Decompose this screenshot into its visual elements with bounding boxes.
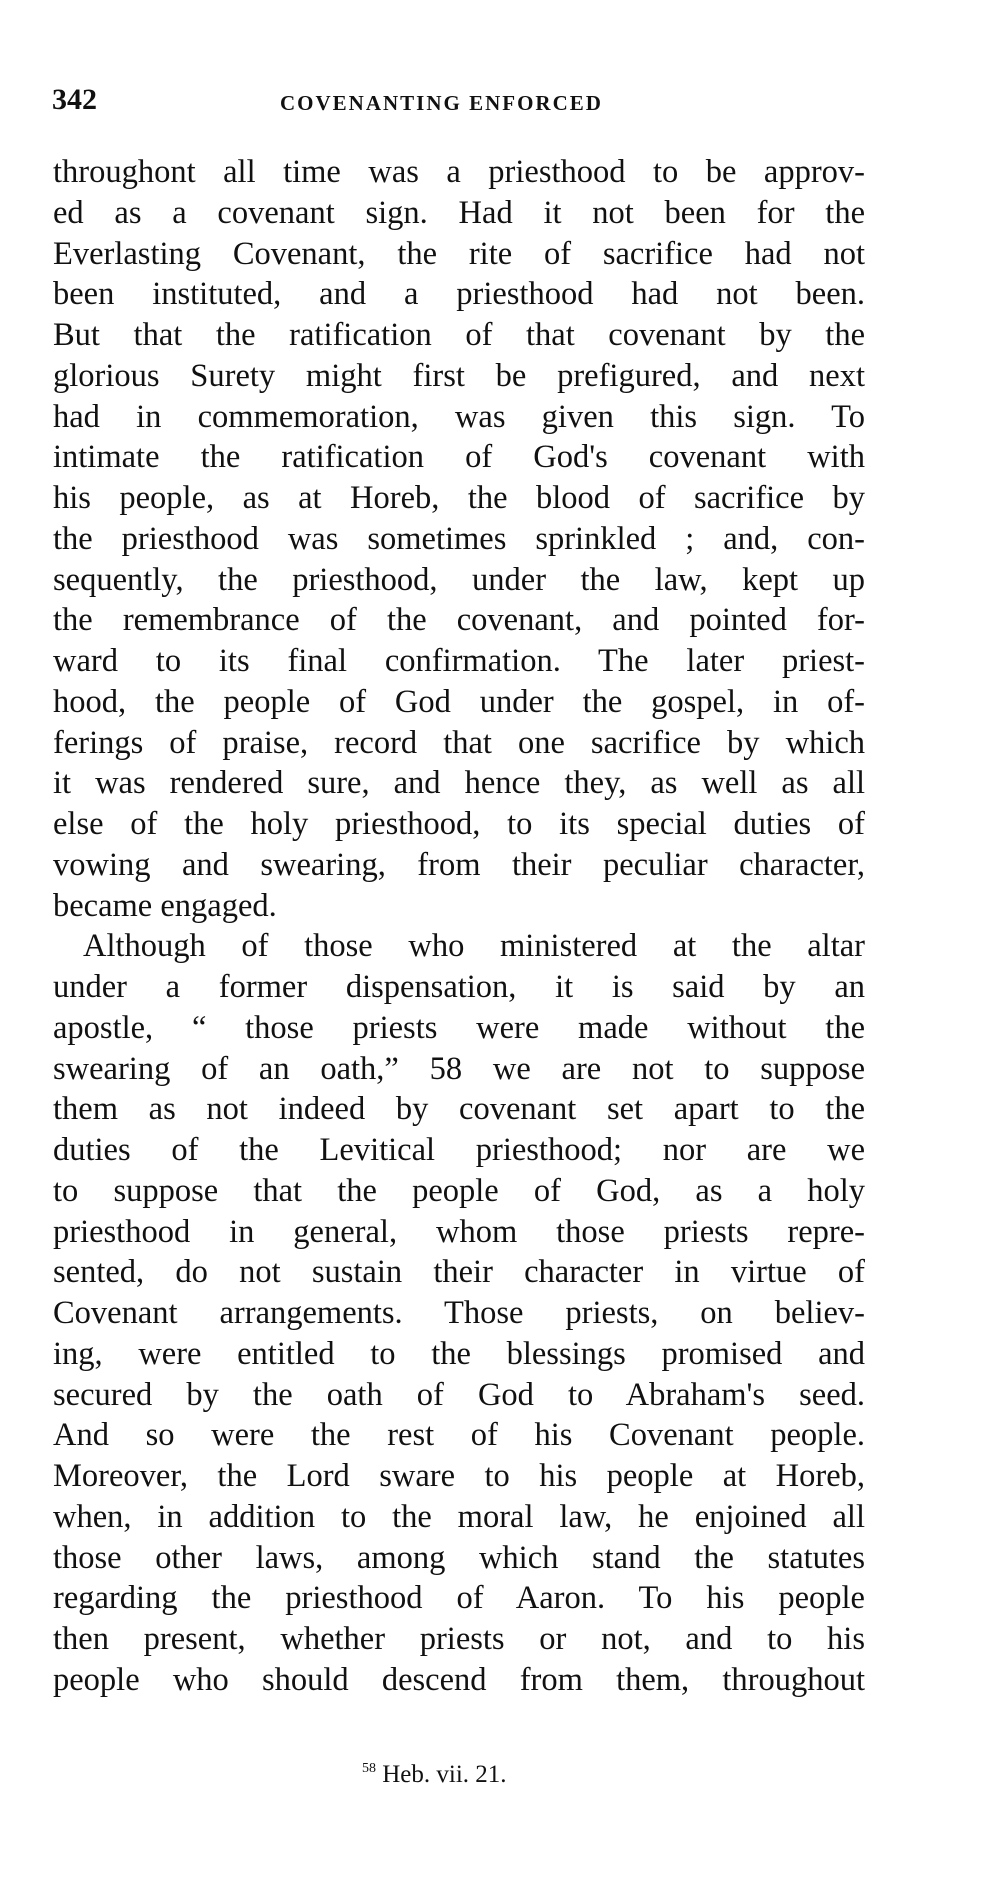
- footnote: [362, 1753, 507, 1791]
- text-line: secured by the oath of God to Abraham's seed.: [53, 1376, 865, 1413]
- text-line: his people, as at Horeb, the blood of sacrifice by: [53, 480, 865, 516]
- text-line: it was rendered sure, and hence they, as well as all: [53, 765, 865, 802]
- text-line: then present, whether priests or not, and to his: [53, 1621, 865, 1657]
- text-line: the priesthood was sometimes sprinkled ; and, con-: [53, 520, 865, 557]
- text-line: people who should descend from them, throughout: [53, 1661, 865, 1698]
- text-line: vowing and swearing, from their peculiar character,: [53, 846, 865, 883]
- text-line: sequently, the priesthood, under the law, kept up: [53, 561, 865, 598]
- text-line: priesthood in general, whom those priests repre-: [53, 1213, 865, 1250]
- running-title: COVENANTING ENFORCED: [280, 91, 603, 115]
- text-line: under a former dispensation, it is said by an: [53, 969, 865, 1005]
- text-line: duties of the Levitical priesthood; nor are we: [53, 1132, 865, 1168]
- footnote-marker: 58: [362, 1761, 376, 1776]
- text-line: those other laws, among which stand the statutes: [53, 1539, 865, 1576]
- text-line: Although of those who ministered at the altar: [83, 928, 865, 965]
- text-line: But that the ratification of that covenant by the: [53, 317, 865, 353]
- text-line: ed as a covenant sign. Had it not been for the: [53, 194, 865, 231]
- text-line: hood, the people of God under the gospel, in of-: [53, 683, 865, 720]
- text-line: regarding the priesthood of Aaron. To his people: [53, 1580, 865, 1617]
- text-line: throughont all time was a priesthood to be approv-: [53, 154, 865, 190]
- text-line: when, in addition to the moral law, he enjoined all: [53, 1498, 865, 1535]
- footnote-text: Heb. vii. 21.: [382, 1761, 507, 1788]
- text-line: to suppose that the people of God, as a holy: [53, 1172, 865, 1209]
- text-line: ward to its final confirmation. The later priest-: [53, 643, 865, 679]
- body-text: [53, 152, 865, 1701]
- text-line: intimate the ratification of God's covenant with: [53, 439, 865, 476]
- text-line: the remembrance of the covenant, and pointed for-: [53, 602, 865, 639]
- page-number: 342: [52, 83, 97, 116]
- text-line: sented, do not sustain their character in virtue of: [53, 1254, 865, 1291]
- text-line: else of the holy priesthood, to its special duties of: [53, 806, 865, 842]
- text-line: glorious Surety might first be prefigured, and next: [53, 357, 865, 394]
- text-line: became engaged.: [53, 887, 277, 924]
- text-line: Everlasting Covenant, the rite of sacrifice had not: [53, 235, 865, 272]
- text-line: Covenant arrangements. Those priests, on believ-: [53, 1295, 865, 1331]
- text-line: Moreover, the Lord sware to his people at Horeb,: [53, 1458, 865, 1494]
- text-line: had in commemoration, was given this sign. To: [53, 398, 865, 435]
- text-line: ferings of praise, record that one sacrifice by which: [53, 724, 865, 761]
- text-line: apostle, “ those priests were made without the: [53, 1009, 865, 1046]
- text-line: been instituted, and a priesthood had not been.: [53, 276, 865, 313]
- page-header: [52, 80, 872, 120]
- text-line: swearing of an oath,” 58 we are not to suppose: [53, 1050, 865, 1087]
- text-line: ing, were entitled to the blessings promised and: [53, 1335, 865, 1372]
- text-line: And so were the rest of his Covenant people.: [53, 1417, 865, 1454]
- text-line: them as not indeed by covenant set apart to the: [53, 1091, 865, 1128]
